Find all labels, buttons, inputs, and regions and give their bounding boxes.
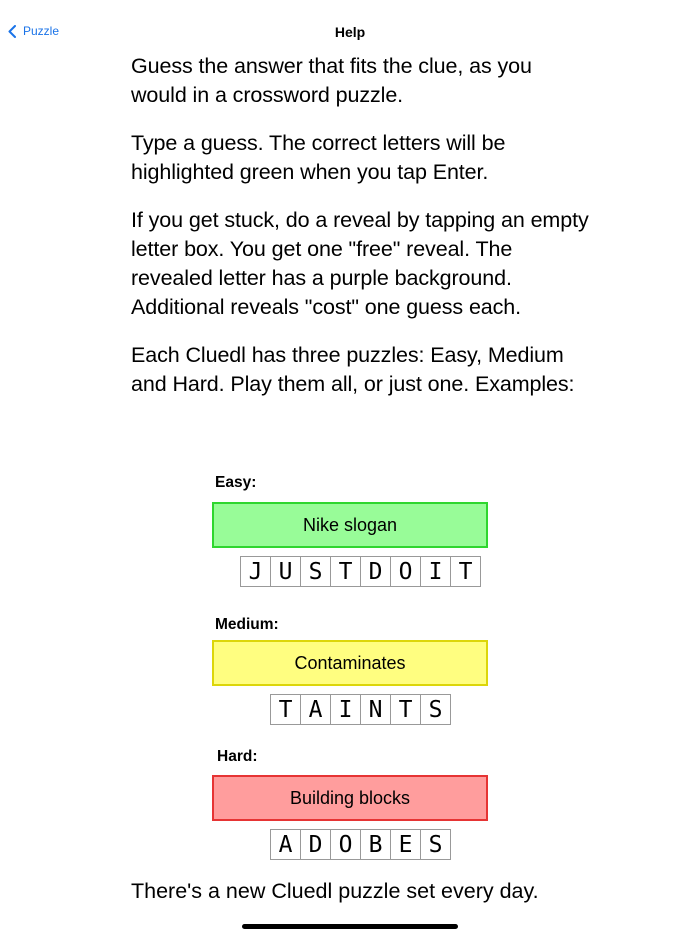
letter-box: E (390, 829, 421, 860)
example-hard-label: Hard: (217, 748, 258, 765)
letter-box: N (360, 694, 391, 725)
example-easy (131, 472, 591, 592)
example-easy-label: Easy: (215, 474, 257, 491)
letter-box: T (270, 694, 301, 725)
letter-box: S (420, 829, 451, 860)
example-hard (131, 748, 591, 868)
letter-box: A (300, 694, 331, 725)
example-hard-clue: Building blocks (212, 775, 488, 821)
navigation-bar (0, 0, 700, 60)
help-content (131, 52, 591, 418)
help-paragraph-difficulty: Each Cluedl has three puzzles: Easy, Medium and Hard. Play them all, or just one. Examples: (131, 343, 575, 396)
letter-box: S (420, 694, 451, 725)
letter-box: U (270, 556, 301, 587)
example-easy-clue: Nike slogan (212, 502, 488, 548)
letter-box: B (360, 829, 391, 860)
example-medium-letters (131, 694, 591, 725)
letter-box: T (450, 556, 481, 587)
back-button-label: Puzzle (23, 24, 60, 38)
letter-box: T (330, 556, 361, 587)
letter-box: I (420, 556, 451, 587)
letter-box: D (300, 829, 331, 860)
letter-box: J (240, 556, 271, 587)
letter-box: T (390, 694, 421, 725)
letter-box: O (330, 829, 361, 860)
example-hard-letters (131, 829, 591, 860)
example-medium (131, 614, 591, 734)
letter-box: A (270, 829, 301, 860)
help-paragraph-guess: Guess the answer that fits the clue, as you would in a crossword puzzle. (131, 54, 532, 107)
page-title: Help (334, 24, 366, 40)
help-paragraph-reveal: If you get stuck, do a reveal by tapping an empty letter box. You get one "free" reveal. The revealed letter has a purple background. Additional reveals "cost" one guess each. (131, 208, 589, 319)
letter-box: S (300, 556, 331, 587)
example-easy-letters (131, 556, 591, 587)
example-medium-label: Medium: (215, 616, 279, 633)
home-indicator[interactable] (242, 924, 458, 929)
letter-box: O (390, 556, 421, 587)
letter-box: D (360, 556, 391, 587)
letter-box: I (330, 694, 361, 725)
example-medium-clue: Contaminates (212, 640, 488, 686)
help-paragraph-type: Type a guess. The correct letters will be highlighted green when you tap Enter. (131, 131, 506, 184)
footer-note: There's a new Cluedl puzzle set every day. (131, 879, 539, 903)
